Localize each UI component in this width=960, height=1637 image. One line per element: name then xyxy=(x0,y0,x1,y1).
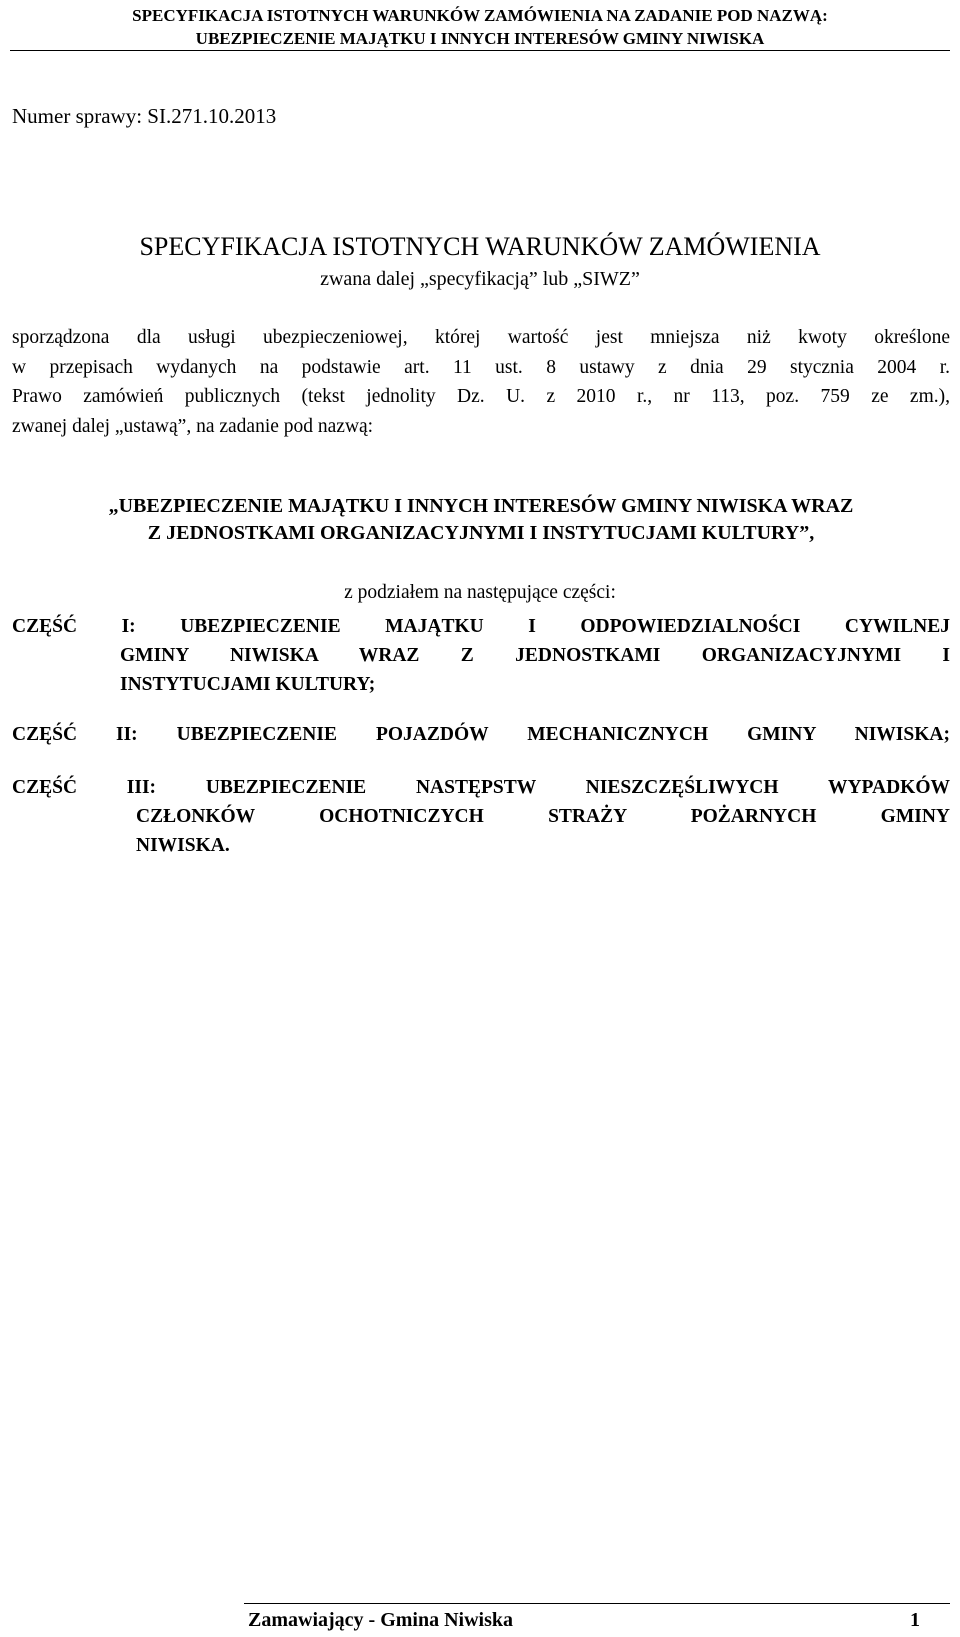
case-number: Numer sprawy: SI.271.10.2013 xyxy=(12,104,277,128)
part-3-line-1 xyxy=(12,773,950,802)
part-3-line-2: CZŁONKÓW OCHOTNICZYCH STRAŻY POŻARNYCH GMINY xyxy=(136,806,950,827)
footer-divider xyxy=(244,1603,950,1604)
part-1-line-1 xyxy=(12,612,950,641)
intro-line-2: w przepisach wydanych na podstawie art. 11 ust. 8 ustawy z dnia 29 stycznia 2004 r. xyxy=(12,356,950,378)
project-title-line-1: „UBEZPIECZENIE MAJĄTKU I INNYCH INTERESÓW GMINY NIWISKA WRAZ xyxy=(108,495,854,517)
document-title: SPECYFIKACJA ISTOTNYCH WARUNKÓW ZAMÓWIENIA xyxy=(139,232,821,261)
project-title xyxy=(12,493,950,547)
part-3-label: CZĘŚĆ III: xyxy=(12,777,157,798)
footer-text: Zamawiający - Gmina Niwiska xyxy=(248,1609,513,1631)
part-3 xyxy=(12,773,950,860)
part-1-line-3: INSTYTUCJAMI KULTURY; xyxy=(120,674,376,695)
part-1-label: CZĘŚĆ I: xyxy=(12,616,136,637)
part-3-text-1: UBEZPIECZENIE NASTĘPSTW NIESZCZĘŚLIWYCH WYPADKÓW xyxy=(205,777,950,798)
part-2-label: CZĘŚĆ II: xyxy=(12,724,138,745)
part-2-line-1 xyxy=(12,720,950,749)
division-intro: z podziałem na następujące części: xyxy=(344,582,616,603)
part-2 xyxy=(12,720,950,749)
part-1-line-2: GMINY NIWISKA WRAZ Z JEDNOSTKAMI ORGANIZACYJNYMI I xyxy=(120,645,950,666)
part-2-text-1: UBEZPIECZENIE POJAZDÓW MECHANICZNYCH GMINY NIWISKA; xyxy=(176,724,950,745)
part-3-line-3: NIWISKA. xyxy=(136,835,230,856)
header-line-1: SPECYFIKACJA ISTOTNYCH WARUNKÓW ZAMÓWIENIA NA ZADANIE POD NAZWĄ: xyxy=(132,6,828,25)
page-number: 1 xyxy=(910,1609,920,1631)
header-line-2: UBEZPIECZENIE MAJĄTKU I INNYCH INTERESÓW GMINY NIWISKA xyxy=(195,29,765,48)
intro-line-1: sporządzona dla usługi ubezpieczeniowej, której wartość jest mniejsza niż kwoty określone xyxy=(12,327,950,348)
header-divider xyxy=(10,50,950,51)
document-subtitle: zwana dalej „specyfikacją” lub „SIWZ” xyxy=(320,268,640,290)
project-title-line-2: Z JEDNOSTKAMI ORGANIZACYJNYMI I INSTYTUCJAMI KULTURY”, xyxy=(147,522,815,544)
intro-paragraph xyxy=(12,323,950,441)
intro-line-3: Prawo zamówień publicznych (tekst jednolity Dz. U. z 2010 r., nr 113, poz. 759 ze zm.), xyxy=(12,386,950,407)
part-1 xyxy=(12,612,950,699)
part-1-text-1: UBEZPIECZENIE MAJĄTKU I ODPOWIEDZIALNOŚCI CYWILNEJ xyxy=(180,616,950,637)
intro-line-4: zwanej dalej „ustawą”, na zadanie pod nazwą: xyxy=(12,415,374,437)
page-header xyxy=(10,4,950,50)
